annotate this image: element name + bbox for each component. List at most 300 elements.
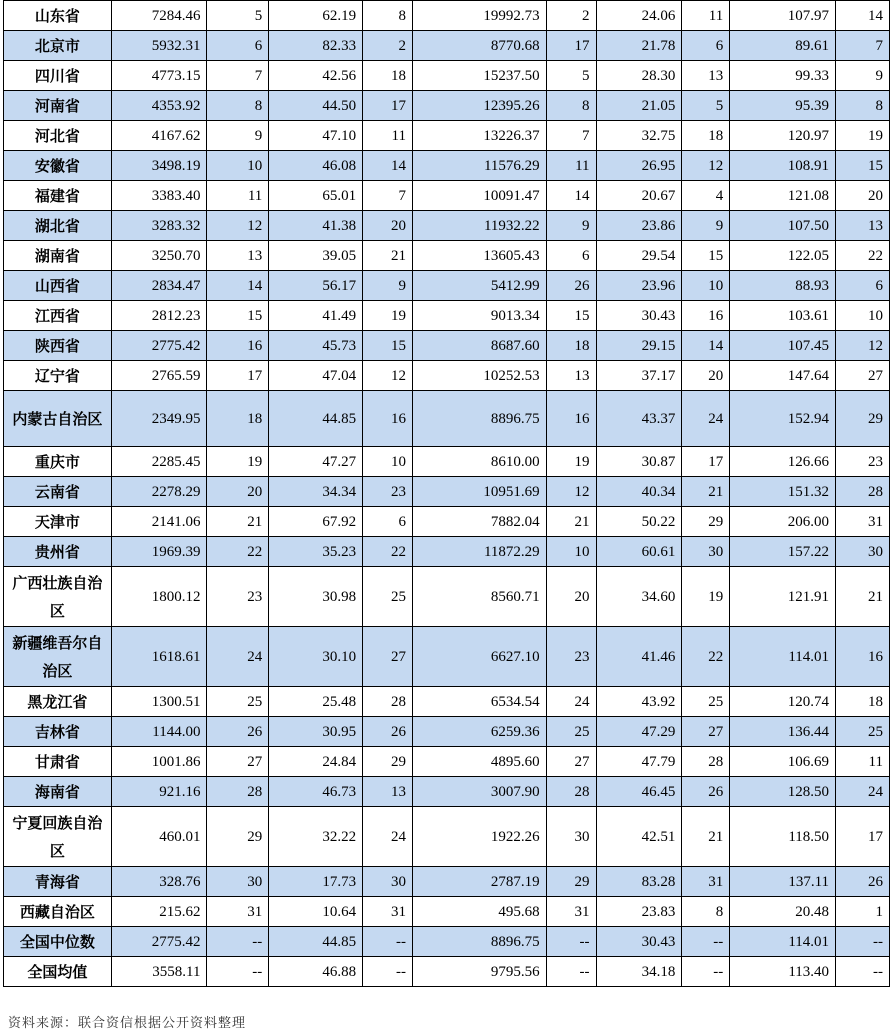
table-row	[4, 747, 890, 777]
value-cell: 26	[546, 271, 596, 301]
value-cell: --	[207, 957, 269, 987]
value-cell: 24.06	[596, 1, 682, 31]
value-cell: 2278.29	[111, 477, 207, 507]
value-cell: 6	[836, 271, 890, 301]
value-cell: --	[363, 927, 413, 957]
value-cell: 21.05	[596, 91, 682, 121]
value-cell: 7	[363, 181, 413, 211]
value-cell: 2765.59	[111, 361, 207, 391]
value-cell: 6627.10	[412, 627, 546, 687]
table-row	[4, 391, 890, 447]
value-cell: 1144.00	[111, 717, 207, 747]
value-cell: 19992.73	[412, 1, 546, 31]
value-cell: 18	[546, 331, 596, 361]
value-cell: 3558.11	[111, 957, 207, 987]
value-cell: 15	[836, 151, 890, 181]
value-cell: 24	[836, 777, 890, 807]
value-cell: 8	[207, 91, 269, 121]
value-cell: 19	[836, 121, 890, 151]
value-cell: 41.38	[269, 211, 363, 241]
value-cell: 24	[207, 627, 269, 687]
region-name-cell: 甘肃省	[4, 747, 112, 777]
value-cell: 12	[836, 331, 890, 361]
value-cell: 9	[207, 121, 269, 151]
value-cell: 45.73	[269, 331, 363, 361]
region-name-cell: 全国中位数	[4, 927, 112, 957]
value-cell: 21	[682, 807, 730, 867]
table-row	[4, 121, 890, 151]
value-cell: 11932.22	[412, 211, 546, 241]
value-cell: 29.54	[596, 241, 682, 271]
value-cell: 15	[546, 301, 596, 331]
table-row	[4, 507, 890, 537]
value-cell: 39.05	[269, 241, 363, 271]
value-cell: --	[207, 927, 269, 957]
value-cell: 1	[836, 897, 890, 927]
region-name-cell: 湖北省	[4, 211, 112, 241]
value-cell: 56.17	[269, 271, 363, 301]
value-cell: 3383.40	[111, 181, 207, 211]
value-cell: 11	[363, 121, 413, 151]
value-cell: 18	[836, 687, 890, 717]
value-cell: 108.91	[730, 151, 836, 181]
value-cell: 10	[363, 447, 413, 477]
value-cell: 22	[207, 537, 269, 567]
value-cell: 20.48	[730, 897, 836, 927]
value-cell: 28	[682, 747, 730, 777]
region-name-cell: 陕西省	[4, 331, 112, 361]
value-cell: 4	[682, 181, 730, 211]
value-cell: 9795.56	[412, 957, 546, 987]
value-cell: 26	[836, 867, 890, 897]
value-cell: 107.50	[730, 211, 836, 241]
value-cell: 34.34	[269, 477, 363, 507]
value-cell: 121.91	[730, 567, 836, 627]
value-cell: 24.84	[269, 747, 363, 777]
value-cell: 27	[207, 747, 269, 777]
region-name-cell: 内蒙古自治区	[4, 391, 112, 447]
value-cell: 3283.32	[111, 211, 207, 241]
value-cell: 46.88	[269, 957, 363, 987]
value-cell: 28	[546, 777, 596, 807]
value-cell: 2775.42	[111, 927, 207, 957]
value-cell: 10	[207, 151, 269, 181]
value-cell: 17.73	[269, 867, 363, 897]
value-cell: 6534.54	[412, 687, 546, 717]
region-name-cell: 全国均值	[4, 957, 112, 987]
value-cell: 152.94	[730, 391, 836, 447]
value-cell: 20	[207, 477, 269, 507]
value-cell: 30	[207, 867, 269, 897]
value-cell: 118.50	[730, 807, 836, 867]
value-cell: 23	[207, 567, 269, 627]
region-name-cell: 云南省	[4, 477, 112, 507]
value-cell: 8687.60	[412, 331, 546, 361]
table-row	[4, 867, 890, 897]
table-row	[4, 301, 890, 331]
value-cell: 31	[836, 507, 890, 537]
value-cell: 215.62	[111, 897, 207, 927]
value-cell: 6	[682, 31, 730, 61]
table-row	[4, 361, 890, 391]
value-cell: 8896.75	[412, 391, 546, 447]
value-cell: 82.33	[269, 31, 363, 61]
region-name-cell: 宁夏回族自治区	[4, 807, 112, 867]
value-cell: 5	[546, 61, 596, 91]
value-cell: 7	[546, 121, 596, 151]
table-row	[4, 31, 890, 61]
value-cell: 12	[546, 477, 596, 507]
table-body	[4, 1, 890, 987]
value-cell: 67.92	[269, 507, 363, 537]
region-name-cell: 安徽省	[4, 151, 112, 181]
value-cell: 18	[682, 121, 730, 151]
value-cell: 151.32	[730, 477, 836, 507]
value-cell: 206.00	[730, 507, 836, 537]
value-cell: 6	[207, 31, 269, 61]
value-cell: 17	[207, 361, 269, 391]
value-cell: 43.92	[596, 687, 682, 717]
value-cell: 26	[363, 717, 413, 747]
value-cell: 17	[836, 807, 890, 867]
region-name-cell: 海南省	[4, 777, 112, 807]
value-cell: 126.66	[730, 447, 836, 477]
value-cell: 4167.62	[111, 121, 207, 151]
value-cell: 22	[836, 241, 890, 271]
value-cell: 106.69	[730, 747, 836, 777]
value-cell: 7	[836, 31, 890, 61]
value-cell: 24	[546, 687, 596, 717]
value-cell: 13	[682, 61, 730, 91]
value-cell: 10951.69	[412, 477, 546, 507]
table-row	[4, 61, 890, 91]
value-cell: 23	[836, 447, 890, 477]
value-cell: 121.08	[730, 181, 836, 211]
value-cell: 12395.26	[412, 91, 546, 121]
value-cell: 29	[207, 807, 269, 867]
value-cell: 1969.39	[111, 537, 207, 567]
value-cell: 7284.46	[111, 1, 207, 31]
value-cell: 46.45	[596, 777, 682, 807]
value-cell: 23.83	[596, 897, 682, 927]
value-cell: 37.17	[596, 361, 682, 391]
table-row	[4, 91, 890, 121]
value-cell: 113.40	[730, 957, 836, 987]
value-cell: 136.44	[730, 717, 836, 747]
value-cell: 8	[546, 91, 596, 121]
value-cell: 20	[682, 361, 730, 391]
region-name-cell: 四川省	[4, 61, 112, 91]
region-name-cell: 山西省	[4, 271, 112, 301]
value-cell: 31	[546, 897, 596, 927]
value-cell: 18	[363, 61, 413, 91]
value-cell: 30.87	[596, 447, 682, 477]
value-cell: 28.30	[596, 61, 682, 91]
value-cell: 13605.43	[412, 241, 546, 271]
value-cell: 2812.23	[111, 301, 207, 331]
value-cell: 11576.29	[412, 151, 546, 181]
value-cell: 13226.37	[412, 121, 546, 151]
value-cell: 21	[682, 477, 730, 507]
value-cell: 12	[207, 211, 269, 241]
value-cell: 26	[682, 777, 730, 807]
value-cell: 9	[363, 271, 413, 301]
value-cell: 4353.92	[111, 91, 207, 121]
table-row	[4, 957, 890, 987]
value-cell: 17	[363, 91, 413, 121]
value-cell: 107.45	[730, 331, 836, 361]
value-cell: 31	[363, 897, 413, 927]
value-cell: 2141.06	[111, 507, 207, 537]
value-cell: 19	[546, 447, 596, 477]
value-cell: 89.61	[730, 31, 836, 61]
value-cell: 16	[207, 331, 269, 361]
region-name-cell: 广西壮族自治区	[4, 567, 112, 627]
table-row	[4, 211, 890, 241]
value-cell: 27	[836, 361, 890, 391]
value-cell: 107.97	[730, 1, 836, 31]
region-name-cell: 贵州省	[4, 537, 112, 567]
value-cell: 29	[682, 507, 730, 537]
value-cell: 10	[682, 271, 730, 301]
value-cell: 29	[363, 747, 413, 777]
value-cell: --	[836, 957, 890, 987]
value-cell: 50.22	[596, 507, 682, 537]
value-cell: 47.04	[269, 361, 363, 391]
value-cell: 2285.45	[111, 447, 207, 477]
value-cell: 3498.19	[111, 151, 207, 181]
value-cell: 6	[363, 507, 413, 537]
value-cell: 460.01	[111, 807, 207, 867]
table-row	[4, 271, 890, 301]
value-cell: 3250.70	[111, 241, 207, 271]
value-cell: 16	[546, 391, 596, 447]
table-row	[4, 567, 890, 627]
value-cell: 157.22	[730, 537, 836, 567]
value-cell: 137.11	[730, 867, 836, 897]
value-cell: 16	[363, 391, 413, 447]
table-row	[4, 777, 890, 807]
value-cell: 62.19	[269, 1, 363, 31]
value-cell: 19	[207, 447, 269, 477]
table-row	[4, 627, 890, 687]
value-cell: 2349.95	[111, 391, 207, 447]
table-row	[4, 717, 890, 747]
value-cell: 30.95	[269, 717, 363, 747]
value-cell: 28	[207, 777, 269, 807]
value-cell: 30.43	[596, 927, 682, 957]
value-cell: 5932.31	[111, 31, 207, 61]
value-cell: 9	[836, 61, 890, 91]
value-cell: 7882.04	[412, 507, 546, 537]
value-cell: 128.50	[730, 777, 836, 807]
value-cell: 13	[546, 361, 596, 391]
value-cell: 5	[207, 1, 269, 31]
region-name-cell: 新疆维吾尔自治区	[4, 627, 112, 687]
value-cell: 25	[546, 717, 596, 747]
region-name-cell: 黑龙江省	[4, 687, 112, 717]
value-cell: 30	[546, 807, 596, 867]
table-row	[4, 151, 890, 181]
value-cell: 42.51	[596, 807, 682, 867]
value-cell: 10252.53	[412, 361, 546, 391]
value-cell: --	[836, 927, 890, 957]
value-cell: 25	[207, 687, 269, 717]
value-cell: 7	[207, 61, 269, 91]
value-cell: 23	[546, 627, 596, 687]
value-cell: 22	[363, 537, 413, 567]
value-cell: 32.75	[596, 121, 682, 151]
value-cell: 6	[546, 241, 596, 271]
table-row	[4, 897, 890, 927]
value-cell: 13	[836, 211, 890, 241]
value-cell: 328.76	[111, 867, 207, 897]
value-cell: --	[546, 957, 596, 987]
table-row	[4, 1, 890, 31]
value-cell: 14	[207, 271, 269, 301]
table-row	[4, 927, 890, 957]
value-cell: 11	[546, 151, 596, 181]
value-cell: 34.60	[596, 567, 682, 627]
value-cell: 30.43	[596, 301, 682, 331]
region-name-cell: 吉林省	[4, 717, 112, 747]
value-cell: 9	[546, 211, 596, 241]
value-cell: 15	[207, 301, 269, 331]
value-cell: 15237.50	[412, 61, 546, 91]
value-cell: 14	[363, 151, 413, 181]
region-name-cell: 重庆市	[4, 447, 112, 477]
value-cell: 21	[836, 567, 890, 627]
value-cell: 11	[836, 747, 890, 777]
value-cell: 47.29	[596, 717, 682, 747]
value-cell: 8610.00	[412, 447, 546, 477]
value-cell: 22	[682, 627, 730, 687]
value-cell: 21.78	[596, 31, 682, 61]
value-cell: 1922.26	[412, 807, 546, 867]
value-cell: 11	[207, 181, 269, 211]
value-cell: 1800.12	[111, 567, 207, 627]
value-cell: 24	[363, 807, 413, 867]
value-cell: 24	[682, 391, 730, 447]
value-cell: 1618.61	[111, 627, 207, 687]
value-cell: 2787.19	[412, 867, 546, 897]
value-cell: 28	[836, 477, 890, 507]
region-name-cell: 山东省	[4, 1, 112, 31]
value-cell: 2775.42	[111, 331, 207, 361]
value-cell: --	[682, 927, 730, 957]
value-cell: 8896.75	[412, 927, 546, 957]
value-cell: 10091.47	[412, 181, 546, 211]
value-cell: 8	[363, 1, 413, 31]
value-cell: 43.37	[596, 391, 682, 447]
value-cell: 5	[682, 91, 730, 121]
value-cell: 21	[207, 507, 269, 537]
value-cell: 2	[363, 31, 413, 61]
value-cell: 495.68	[412, 897, 546, 927]
region-name-cell: 西藏自治区	[4, 897, 112, 927]
value-cell: 47.27	[269, 447, 363, 477]
value-cell: 26.95	[596, 151, 682, 181]
value-cell: 1300.51	[111, 687, 207, 717]
value-cell: 14	[836, 1, 890, 31]
region-name-cell: 河北省	[4, 121, 112, 151]
value-cell: 19	[363, 301, 413, 331]
value-cell: 99.33	[730, 61, 836, 91]
value-cell: 17	[682, 447, 730, 477]
value-cell: 2	[546, 1, 596, 31]
value-cell: 25	[682, 687, 730, 717]
value-cell: 11872.29	[412, 537, 546, 567]
value-cell: 23.86	[596, 211, 682, 241]
table-row	[4, 331, 890, 361]
value-cell: 3007.90	[412, 777, 546, 807]
region-name-cell: 福建省	[4, 181, 112, 211]
value-cell: 32.22	[269, 807, 363, 867]
value-cell: 30.10	[269, 627, 363, 687]
value-cell: 2834.47	[111, 271, 207, 301]
value-cell: 28	[363, 687, 413, 717]
value-cell: 25	[836, 717, 890, 747]
value-cell: 83.28	[596, 867, 682, 897]
value-cell: 29	[546, 867, 596, 897]
value-cell: 35.23	[269, 537, 363, 567]
value-cell: 41.46	[596, 627, 682, 687]
value-cell: 20	[363, 211, 413, 241]
value-cell: 20.67	[596, 181, 682, 211]
value-cell: 47.79	[596, 747, 682, 777]
value-cell: 25	[363, 567, 413, 627]
value-cell: 9	[682, 211, 730, 241]
value-cell: 120.74	[730, 687, 836, 717]
value-cell: 19	[682, 567, 730, 627]
region-name-cell: 北京市	[4, 31, 112, 61]
value-cell: 41.49	[269, 301, 363, 331]
region-name-cell: 天津市	[4, 507, 112, 537]
value-cell: 120.97	[730, 121, 836, 151]
value-cell: 26	[207, 717, 269, 747]
table-row	[4, 687, 890, 717]
value-cell: 114.01	[730, 927, 836, 957]
value-cell: --	[363, 957, 413, 987]
value-cell: 30	[682, 537, 730, 567]
value-cell: 1001.86	[111, 747, 207, 777]
value-cell: 46.08	[269, 151, 363, 181]
value-cell: 40.34	[596, 477, 682, 507]
value-cell: 14	[546, 181, 596, 211]
region-name-cell: 青海省	[4, 867, 112, 897]
value-cell: 103.61	[730, 301, 836, 331]
value-cell: 44.85	[269, 927, 363, 957]
value-cell: 20	[546, 567, 596, 627]
value-cell: 29	[836, 391, 890, 447]
table-row	[4, 807, 890, 867]
region-name-cell: 河南省	[4, 91, 112, 121]
value-cell: 10.64	[269, 897, 363, 927]
value-cell: 14	[682, 331, 730, 361]
value-cell: 44.50	[269, 91, 363, 121]
value-cell: 25.48	[269, 687, 363, 717]
value-cell: 15	[682, 241, 730, 271]
value-cell: 31	[207, 897, 269, 927]
value-cell: 27	[546, 747, 596, 777]
value-cell: 42.56	[269, 61, 363, 91]
value-cell: 18	[207, 391, 269, 447]
value-cell: 44.85	[269, 391, 363, 447]
value-cell: 34.18	[596, 957, 682, 987]
table-row	[4, 447, 890, 477]
value-cell: 10	[836, 301, 890, 331]
value-cell: 21	[363, 241, 413, 271]
